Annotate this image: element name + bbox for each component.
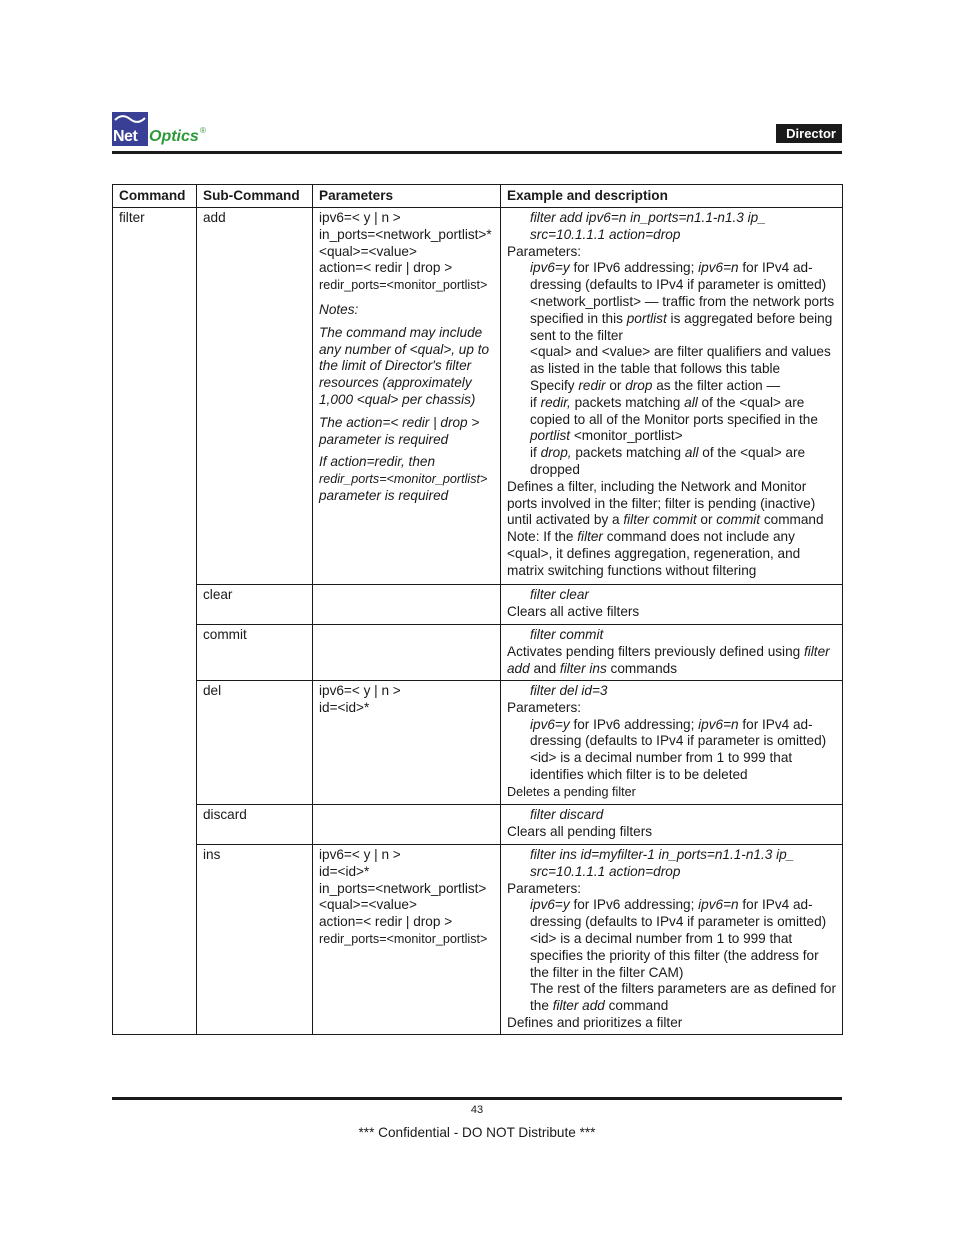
page-header xyxy=(112,112,842,154)
note-redir-c: parameter is required xyxy=(319,487,449,503)
subcommand-commit: commit xyxy=(197,625,313,681)
confidential-notice: *** Confidential - DO NOT Distribute *** xyxy=(358,1125,596,1140)
desc-text: Defines and prioritizes a filter xyxy=(507,1014,683,1030)
example-clear xyxy=(501,585,843,625)
example-discard xyxy=(501,805,843,845)
example-text: filter commit xyxy=(530,627,604,642)
header-sub-command: Sub-Command xyxy=(197,185,313,208)
subcommand-del: del xyxy=(197,681,313,805)
note-redir-b: redir_ports=<monitor_portlist> xyxy=(319,472,488,487)
params-commit xyxy=(313,625,501,681)
table-row-add xyxy=(113,208,843,585)
subcommand-clear: clear xyxy=(197,585,313,625)
section-badge: Director xyxy=(776,124,842,143)
header-rule xyxy=(112,151,842,154)
table-row-discard xyxy=(113,805,843,845)
params-add xyxy=(313,208,501,585)
param-line: id=<id>* xyxy=(319,699,370,715)
header-parameters: Parameters xyxy=(313,185,501,208)
param-line: <qual>=<value> xyxy=(319,897,417,913)
desc-ipv6: ipv6=y for IPv6 addressing; ipv6=n for IPv4 ad-dressing (defaults to IPv4 if parameter is omitted) xyxy=(530,716,827,749)
params-clear xyxy=(313,585,501,625)
header-command: Command xyxy=(113,185,197,208)
note-redir-a: If action=redir, then xyxy=(319,454,435,470)
param-line: ipv6=< y | n > xyxy=(319,847,401,862)
example-add xyxy=(501,208,843,585)
desc-id: <id> is a decimal number from 1 to 999 that specifies the priority of this filter (the address for the filter in the filter CAM) xyxy=(530,930,819,980)
note-qual-limit: The command may include any number of <qual>, up to the limit of Director's filter resources (approximately 1,000 <qual> per chassis) xyxy=(319,324,490,407)
example-ins xyxy=(501,845,843,1035)
logo-net-text: Net xyxy=(113,128,138,145)
table-row-ins xyxy=(113,845,843,1035)
param-line: in_ports=<network_portlist> xyxy=(319,880,487,896)
desc-rest: The rest of the filters parameters are as defined for the filter add command xyxy=(530,981,837,1014)
example-text: filter ins id=myfilter-1 in_ports=n1.1-n1.3 ip_ src=10.1.1.1 action=drop xyxy=(530,847,795,879)
footer-rule xyxy=(112,1097,842,1100)
parameters-label: Parameters: xyxy=(507,243,582,259)
netoptics-logo xyxy=(112,112,222,148)
desc-text: Clears all pending filters xyxy=(507,823,653,839)
param-line: action=< redir | drop > xyxy=(319,914,453,930)
logo-wave-icon xyxy=(114,114,146,124)
desc-text: Activates pending filters previously defined using filter add and filter ins commands xyxy=(507,643,830,676)
table-row-commit xyxy=(113,625,843,681)
header-example: Example and description xyxy=(501,185,843,208)
desc-defines: Defines a filter, including the Network and Monitor ports involved in the filter; filter is pending (inactive) until activated by a filter commit or commit command xyxy=(507,478,824,528)
desc-id: <id> is a decimal number from 1 to 999 that identifies which filter is to be deleted xyxy=(530,750,793,782)
param-line: <qual>=<value> xyxy=(319,243,417,259)
logo-optics-text: Optics xyxy=(149,128,199,145)
subcommand-discard: discard xyxy=(197,805,313,845)
page-number: 43 xyxy=(470,1104,484,1116)
subcommand-add: add xyxy=(197,208,313,585)
desc-text: Clears all active filters xyxy=(507,603,640,619)
desc-redir: if redir, packets matching all of the <qual> are copied to all of the Monitor ports specified in the portlist <monitor_portlist> xyxy=(530,394,818,444)
desc-qual: <qual> and <value> are filter qualifiers and values as listed in the table that follows this table xyxy=(530,344,831,377)
param-line: action=< redir | drop > xyxy=(319,260,453,276)
desc-note: Note: If the filter command does not include any <qual>, it defines aggregation, regeneration, and matrix switching functions without filtering xyxy=(507,529,801,578)
param-line: ipv6=< y | n > xyxy=(319,683,401,698)
example-text: filter discard xyxy=(530,807,604,822)
notes-label: Notes: xyxy=(319,301,359,317)
parameters-label: Parameters: xyxy=(507,880,582,896)
desc-ipv6: ipv6=y for IPv6 addressing; ipv6=n for IPv4 ad-dressing (defaults to IPv4 if parameter is omitted) xyxy=(530,897,827,930)
params-ins xyxy=(313,845,501,1035)
command-table xyxy=(112,184,843,1035)
note-action-required: The action=< redir | drop > parameter is required xyxy=(319,414,480,447)
table-row-clear xyxy=(113,585,843,625)
param-line: id=<id>* xyxy=(319,863,370,879)
example-text: filter del id=3 xyxy=(530,683,608,698)
param-line: ipv6=< y | n > xyxy=(319,210,401,225)
params-discard xyxy=(313,805,501,845)
params-del xyxy=(313,681,501,805)
desc-action: Specify redir or drop as the filter action — xyxy=(530,377,781,393)
example-del xyxy=(501,681,843,805)
param-line: in_ports=<network_portlist>* xyxy=(319,226,492,242)
logo-registered-mark: ® xyxy=(200,126,206,135)
table-row-del xyxy=(113,681,843,805)
subcommand-ins: ins xyxy=(197,845,313,1035)
parameters-label: Parameters: xyxy=(507,699,582,715)
desc-ipv6: ipv6=y for IPv6 addressing; ipv6=n for IPv4 ad-dressing (defaults to IPv4 if parameter is omitted) xyxy=(530,260,827,293)
desc-network-portlist: <network_portlist> — traffic from the network ports specified in this portlist is aggregated before being sent to the filter xyxy=(530,293,835,343)
example-text: filter add ipv6=n in_ports=n1.1-n1.3 ip_ src=10.1.1.1 action=drop xyxy=(530,210,766,242)
param-line: redir_ports=<monitor_portlist> xyxy=(319,931,488,946)
param-line: redir_ports=<monitor_portlist> xyxy=(319,278,488,293)
desc-drop: if drop, packets matching all of the <qual> are dropped xyxy=(530,445,806,477)
table-header-row xyxy=(113,185,843,208)
example-text: filter clear xyxy=(530,587,589,602)
example-commit xyxy=(501,625,843,681)
command-cell: filter xyxy=(113,208,197,1035)
desc-text: Deletes a pending filter xyxy=(507,784,636,799)
